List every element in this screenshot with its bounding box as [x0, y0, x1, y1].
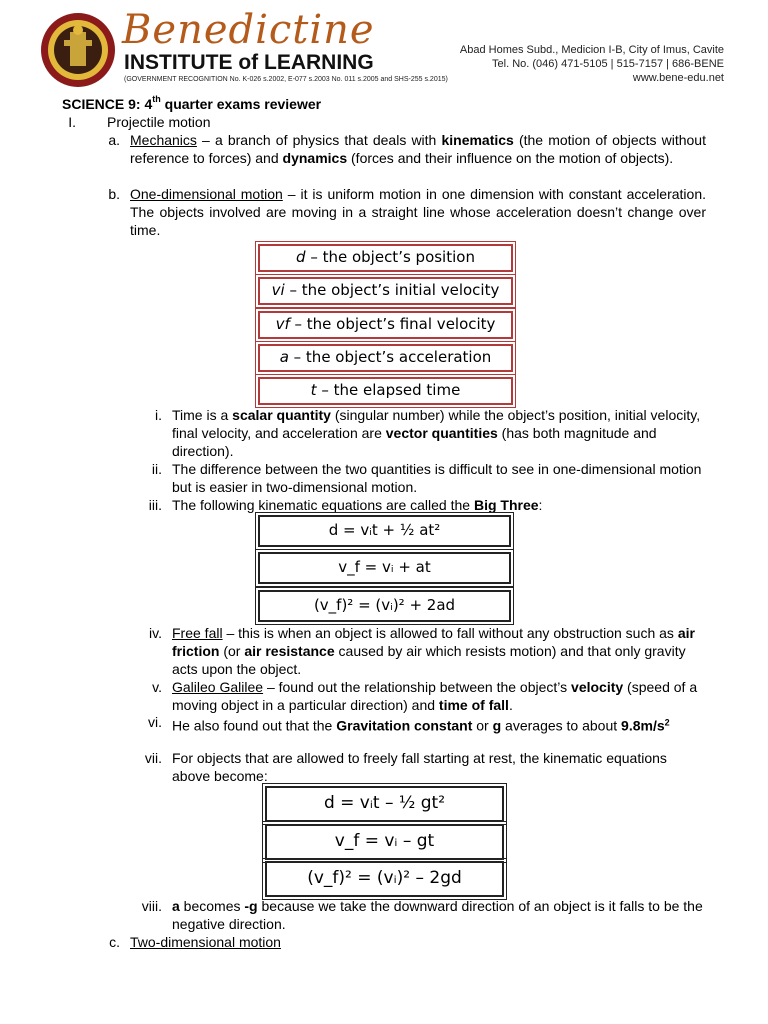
point-iii-big-three: The following kinematic equations are called the Big Three:	[172, 497, 543, 513]
definition-box-position: d – the object’s position	[258, 244, 513, 272]
roman-marker-ii: ii.	[151, 461, 162, 477]
item-b-one-dimensional: One-dimensional motion – it is uniform motion in one dimension with constant acceleration. The objects involved are moving in a straight line whose acceleration doesn’t change over time.	[130, 186, 706, 238]
roman-marker-vii: vii.	[144, 750, 162, 766]
roman-marker-iv: iv.	[149, 625, 162, 641]
equation-box-final-velocity: v_f = vᵢ + at	[258, 552, 511, 584]
definition-box-final-velocity: vf – the object’s final velocity	[258, 311, 513, 339]
school-subtitle: INSTITUTE of LEARNING	[124, 51, 374, 74]
point-viii-negative-g: a becomes -g because we take the downward direction of an object is it falls to be the negative direction.	[172, 898, 703, 932]
school-seal-logo	[40, 12, 116, 88]
item-marker-c: c.	[109, 934, 120, 950]
roman-marker-vi: vi.	[148, 714, 162, 730]
definition-box-initial-velocity: vi – the object’s initial velocity	[258, 277, 513, 305]
free-fall-equation-velocity-squared: (v_f)² = (vᵢ)² – 2gd	[265, 861, 504, 897]
equation-box-velocity-squared: (v_f)² = (vᵢ)² + 2ad	[258, 590, 511, 622]
government-recognition: (GOVERNMENT RECOGNITION No. K-026 s.2002, E-077 s.2003 No. 011 s.2005 and SHS-255 s.2015)	[124, 76, 448, 83]
item-c-two-dimensional: Two-dimensional motion	[130, 934, 281, 950]
item-marker-a: a.	[108, 132, 120, 148]
document-title: SCIENCE 9: 4th quarter exams reviewer	[62, 94, 322, 112]
website: www.bene-edu.net	[632, 72, 724, 84]
definition-box-time: t – the elapsed time	[258, 377, 513, 405]
point-vi-gravitation: He also found out that the Gravitation constant or g averages to about $9.8m/s^2$	[172, 717, 670, 734]
item-a-mechanics: Mechanics – a branch of physics that deals with kinematics (the motion of objects without reference to forces) and dynamics (forces and their influence on the motion of objects).	[130, 132, 706, 166]
point-iv-free-fall: Free fall – this is when an object is allowed to fall without any obstruction such as air friction (or air resistance caused by air which resists motion) and that only gravity acts upon the object.	[172, 625, 695, 677]
section-heading: Projectile motion	[107, 114, 211, 130]
point-i-scalar-vector: Time is a scalar quantity (singular number) while the object’s position, initial velocity, final velocity, and acceleration are vector quantities (has both magnitude and direction).	[172, 407, 701, 459]
point-vii-free-fall-equations: For objects that are allowed to freely fall starting at rest, the kinematic equations above become:	[172, 750, 667, 784]
roman-marker-v: v.	[152, 679, 162, 695]
roman-marker-viii: viii.	[141, 898, 162, 914]
roman-marker-iii: iii.	[148, 497, 162, 513]
contact-block	[460, 43, 724, 85]
point-v-galileo: Galileo Galilee – found out the relationship between the object’s velocity (speed of a moving object in a particular direction) and time of fall.	[172, 679, 698, 713]
phone: Tel. No. (046) 471-5105 | 515-7157 | 686-BENE	[492, 58, 724, 70]
equation-box-displacement: d = vᵢt + ½ at²	[258, 515, 511, 547]
roman-marker-i: i.	[155, 407, 162, 423]
free-fall-equation-velocity: v_f = vᵢ – gt	[265, 824, 504, 860]
address: Abad Homes Subd., Medicion I-B, City of Imus, Cavite	[459, 44, 724, 56]
item-marker-b: b.	[108, 186, 120, 202]
point-ii-difference: The difference between the two quantities is difficult to see in one-dimensional motion but is easier in two-dimensional motion.	[172, 461, 702, 495]
section-marker: I.	[68, 114, 76, 130]
free-fall-equation-displacement: d = vᵢt – ½ gt²	[265, 786, 504, 822]
definition-box-acceleration: a – the object’s acceleration	[258, 344, 513, 372]
school-name: Benedictine	[122, 7, 375, 53]
